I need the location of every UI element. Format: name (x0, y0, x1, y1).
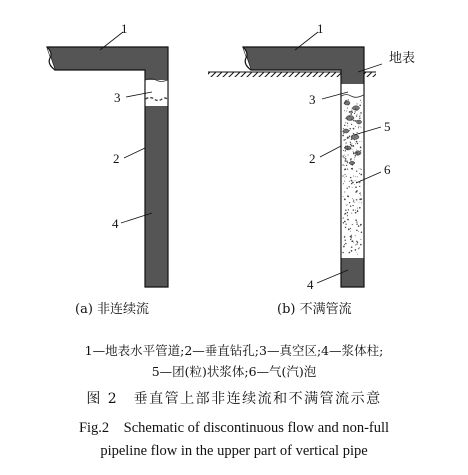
bubble-dot (360, 239, 361, 240)
bubble-dot (360, 194, 361, 195)
figure-caption-english-line-2: pipeline flow in the upper part of vertical pipe (100, 443, 368, 459)
bubble-dot (354, 160, 355, 161)
bubble-dot (357, 132, 358, 133)
bubble-dot (350, 148, 352, 150)
bubble-dot (344, 155, 345, 156)
bubble-dot (351, 250, 353, 252)
bubble-dot (347, 107, 348, 108)
bubble-dot (357, 210, 359, 212)
bubble-dot (352, 187, 353, 188)
bubble-dot (355, 155, 357, 157)
bubble-dot (349, 252, 351, 254)
bubble-dot (350, 113, 352, 115)
bubble-dot (343, 222, 344, 223)
label-b-3: 3 (309, 92, 316, 107)
bubble-dot (357, 154, 358, 155)
bubble-dot (357, 208, 358, 209)
bubble-dot (359, 186, 360, 187)
bubble-dot (344, 239, 345, 240)
bubble-dot (344, 199, 346, 201)
label-b-1: 1 (317, 21, 324, 36)
bubble-dot (360, 126, 361, 127)
bubble-dot (355, 108, 357, 110)
bubble-dot (357, 176, 358, 177)
bubble-dot (352, 112, 353, 113)
bubble-dot (356, 110, 357, 111)
bubble-dot (347, 160, 348, 161)
bubble-dot (346, 205, 347, 206)
bubble-dot (345, 148, 346, 149)
bubble-dot (345, 118, 346, 119)
bubble-dot (355, 176, 356, 177)
bubble-dot (354, 184, 355, 185)
bubble-dot (360, 224, 362, 226)
label-b-5: 5 (384, 119, 391, 134)
bubble-dot (356, 171, 357, 172)
bubble-dot (356, 116, 357, 117)
bubble-dot (356, 241, 358, 243)
bubble-dot (344, 221, 346, 223)
bubble-dot (354, 202, 355, 203)
bubble-dot (353, 201, 354, 202)
bubble-dot (359, 199, 361, 201)
bubble-dot (352, 149, 353, 150)
bubble-dot (361, 127, 362, 128)
label-b-ground: 地表 (389, 50, 416, 65)
bubble-dot (360, 115, 361, 116)
bubble-dot (353, 176, 354, 177)
bubble-dot (345, 142, 346, 143)
bubble-dot (356, 141, 358, 143)
bubble-dot (352, 198, 353, 199)
bubble-dot (351, 180, 353, 182)
bubble-dot (346, 165, 347, 166)
bubble-dot (349, 181, 350, 182)
bubble-dot (355, 192, 356, 193)
bubble-dot (345, 158, 347, 160)
bubble-dot (356, 230, 358, 232)
bubble-dot (344, 181, 345, 182)
bubble-dot (354, 113, 355, 114)
bubble-dot (355, 143, 356, 144)
bubble-dot (347, 215, 348, 216)
bubble-dot (356, 199, 357, 200)
bubble-dot (343, 217, 344, 218)
bubble-dot (349, 104, 350, 105)
bubble-dot (342, 175, 343, 176)
bubble-dot (351, 119, 353, 121)
bubble-dot (344, 236, 345, 237)
bubble-dot (350, 231, 351, 232)
bubble-dot (348, 209, 349, 210)
bubble-dot (347, 148, 349, 150)
bubble-dot (347, 188, 348, 189)
bubble-dot (357, 254, 358, 255)
bubble-dot (353, 209, 354, 210)
bubble-dot (351, 183, 352, 184)
bubble-dot (344, 165, 345, 166)
bubble-dot (353, 133, 354, 134)
bubble-dot (347, 123, 348, 124)
bubble-dot (343, 183, 344, 184)
bubble-dot (351, 235, 352, 236)
bubble-dot (345, 139, 346, 140)
bubble-dot (359, 118, 360, 119)
bubble-dot (342, 155, 343, 156)
bubble-dot (350, 142, 351, 143)
bubble-dot (358, 248, 359, 249)
panel-b (208, 21, 415, 292)
bubble-dot (359, 247, 360, 248)
label-b-4: 4 (307, 277, 314, 292)
bubble-dot (360, 112, 362, 114)
bubble-dot (359, 202, 360, 203)
bubble-dot (360, 174, 362, 176)
bubble-dot (345, 224, 346, 225)
subcaption-b: (b) 不满管流 (277, 302, 352, 317)
leader-a-2 (124, 148, 145, 158)
bubble-dot (344, 177, 345, 178)
bubble-dot (355, 111, 356, 112)
bubble-dot (344, 244, 345, 245)
bubble-dot (347, 125, 348, 126)
bubble-dot (355, 235, 356, 236)
legend-line-2: 5—团(粒)状浆体;6—气(汽)泡 (151, 364, 317, 379)
label-a-1: 1 (121, 21, 128, 36)
bubble-dot (350, 111, 352, 113)
bubble-dot (343, 157, 344, 158)
bubble-dot (359, 153, 360, 154)
bubble-dot (361, 102, 362, 103)
bubble-dot (347, 196, 348, 197)
bubble-dot (356, 221, 357, 222)
label-b-6: 6 (384, 162, 391, 177)
bubble-dot (345, 101, 347, 103)
bubble-dot (345, 100, 347, 102)
bubble-dot (345, 150, 346, 151)
bubble-dot (343, 246, 345, 248)
bubble-dot (355, 120, 357, 122)
bubble-dot (351, 135, 352, 136)
bubble-dot (358, 231, 359, 232)
leader-b-2 (320, 146, 341, 157)
bubble-dot (344, 110, 345, 111)
bubble-dot (352, 164, 354, 166)
bubble-dot (349, 130, 350, 131)
bubble-dot (357, 143, 358, 144)
bubble-dot (348, 99, 349, 100)
bubble-dot (349, 202, 350, 203)
bubble-dot (351, 168, 352, 169)
bubble-dot (344, 125, 345, 126)
bubble-dot (348, 154, 349, 155)
bubble-dot (345, 156, 346, 157)
bubble-dot (344, 132, 345, 133)
bubble-dot (347, 212, 348, 213)
bubble-dot (348, 228, 350, 230)
label-a-4: 4 (112, 216, 119, 231)
bubble-dot (347, 219, 349, 221)
label-a-2: 2 (113, 151, 120, 166)
bubble-dot (360, 147, 362, 149)
bubble-dot (353, 145, 354, 146)
bubble-dot (352, 108, 353, 109)
bubble-dot (359, 182, 360, 183)
bubble-dot (360, 192, 361, 193)
bubble-dot (350, 228, 351, 229)
bubble-dot (354, 157, 355, 158)
bubble-dot (358, 127, 359, 128)
legend-line-1: 1—地表水平管道;2—垂直钻孔;3—真空区;4—浆体柱; (84, 343, 384, 358)
bubble-dot (344, 214, 345, 215)
bubble-dot (352, 205, 353, 206)
bubble-dot (344, 174, 345, 175)
bubble-dot (356, 103, 357, 104)
bubble-dot (345, 125, 346, 126)
bubble-dot (343, 133, 344, 134)
bubble-dot (345, 122, 346, 123)
bubble-dot (356, 244, 357, 245)
bubble-dot (355, 186, 357, 188)
bubble-dot (350, 237, 352, 239)
figure-caption-english-line-1: Fig.2 Schematic of discontinuous flow and non-full (78, 420, 390, 436)
bubble-dot (345, 210, 346, 211)
bubble-dot (342, 131, 343, 132)
bubble-dot (353, 120, 354, 121)
bubble-dot (347, 118, 348, 119)
bubble-dot (349, 128, 350, 129)
bubble-dot (347, 146, 348, 147)
bubble-dot (356, 223, 357, 224)
bubble-dot (344, 191, 345, 192)
label-a-3: 3 (114, 90, 121, 105)
bubble-dot (345, 227, 346, 228)
bubble-dot (346, 111, 347, 112)
bubble-dot (349, 162, 350, 163)
bubble-dot (344, 169, 345, 170)
bubble-dot (359, 116, 360, 117)
bubble-dot (352, 143, 353, 144)
bubble-dot (361, 202, 362, 203)
bubble-dot (354, 139, 355, 140)
bubble-dot (356, 252, 357, 253)
bubble-dot (349, 186, 350, 187)
bubble-dot (357, 153, 358, 154)
bubble-dot (355, 249, 357, 251)
bubble-dot (351, 246, 353, 248)
bubble-dot (359, 207, 361, 209)
bubble-dot (353, 152, 355, 154)
subcaption-a: (a) 非连续流 (75, 302, 150, 317)
label-b-2: 2 (309, 151, 316, 166)
bubble-dot (347, 204, 348, 205)
bubble-dot (358, 126, 359, 127)
bubble-dot (352, 182, 354, 184)
bubble-dot (353, 200, 354, 201)
bubble-dot (361, 232, 363, 234)
bubble-dot (351, 110, 352, 111)
bubble-dot (351, 138, 353, 140)
bubble-dot (343, 139, 344, 140)
bubble-dot (353, 151, 354, 152)
bubble-dot (342, 135, 344, 137)
bubble-dot (355, 212, 357, 214)
bubble-dot (345, 146, 346, 147)
bubble-dot (356, 190, 358, 192)
bubble-dot (349, 135, 351, 137)
figure-caption-chinese: 图 2 垂直管上部非连续流和不满管流示意 (86, 391, 382, 407)
bubble-dot (360, 244, 362, 246)
bubble-dot (344, 103, 345, 104)
bubble-dot (353, 162, 355, 164)
bubble-dot (342, 164, 343, 165)
bubble-dot (350, 159, 352, 161)
bubble-dot (355, 220, 357, 222)
bubble-dot (360, 100, 361, 101)
bubble-dot (345, 243, 346, 244)
bubble-dot (347, 138, 348, 139)
panel-a (47, 21, 168, 287)
bubble-dot (352, 224, 353, 225)
bubble-dot (347, 168, 348, 169)
bubble-dot (356, 150, 357, 151)
bubble-dot (355, 245, 356, 246)
bubble-dot (359, 104, 361, 106)
bubble-dot (351, 124, 352, 125)
bubble-dot (360, 169, 361, 170)
bubble-dot (350, 236, 352, 238)
bubble-dot (357, 120, 358, 121)
bubble-dot (355, 180, 356, 181)
bubble-dot (342, 252, 343, 253)
bubble-dot (343, 128, 344, 129)
bubble-dot (358, 225, 360, 227)
bubble-dot (353, 242, 354, 243)
bubble-dot (360, 150, 361, 151)
bubble-dot (359, 193, 360, 194)
bubble-dot (361, 141, 362, 142)
bubble-dot (351, 213, 352, 214)
bubble-dot (349, 111, 351, 113)
bubble-dot (349, 116, 350, 117)
bubble-dot (343, 223, 344, 224)
bubble-dot (351, 145, 353, 147)
bubble-dot (350, 177, 351, 178)
bubble-dot (343, 196, 344, 197)
bubble-dot (343, 150, 344, 151)
bubble-dot (355, 126, 356, 127)
bubble-dot (357, 242, 358, 243)
bubble-dot (359, 173, 360, 174)
bubble-dot (350, 239, 351, 240)
bubble-dot (356, 114, 357, 115)
bubble-dot (352, 240, 354, 242)
bubble-dot (353, 128, 355, 130)
bubble-dot (359, 168, 360, 169)
bubble-dot (346, 176, 347, 177)
bubble-dot (350, 205, 351, 206)
bubble-dot (347, 162, 348, 163)
bubble-dot (345, 160, 347, 162)
bubble-dot (355, 210, 356, 211)
bubble-dot (359, 141, 360, 142)
